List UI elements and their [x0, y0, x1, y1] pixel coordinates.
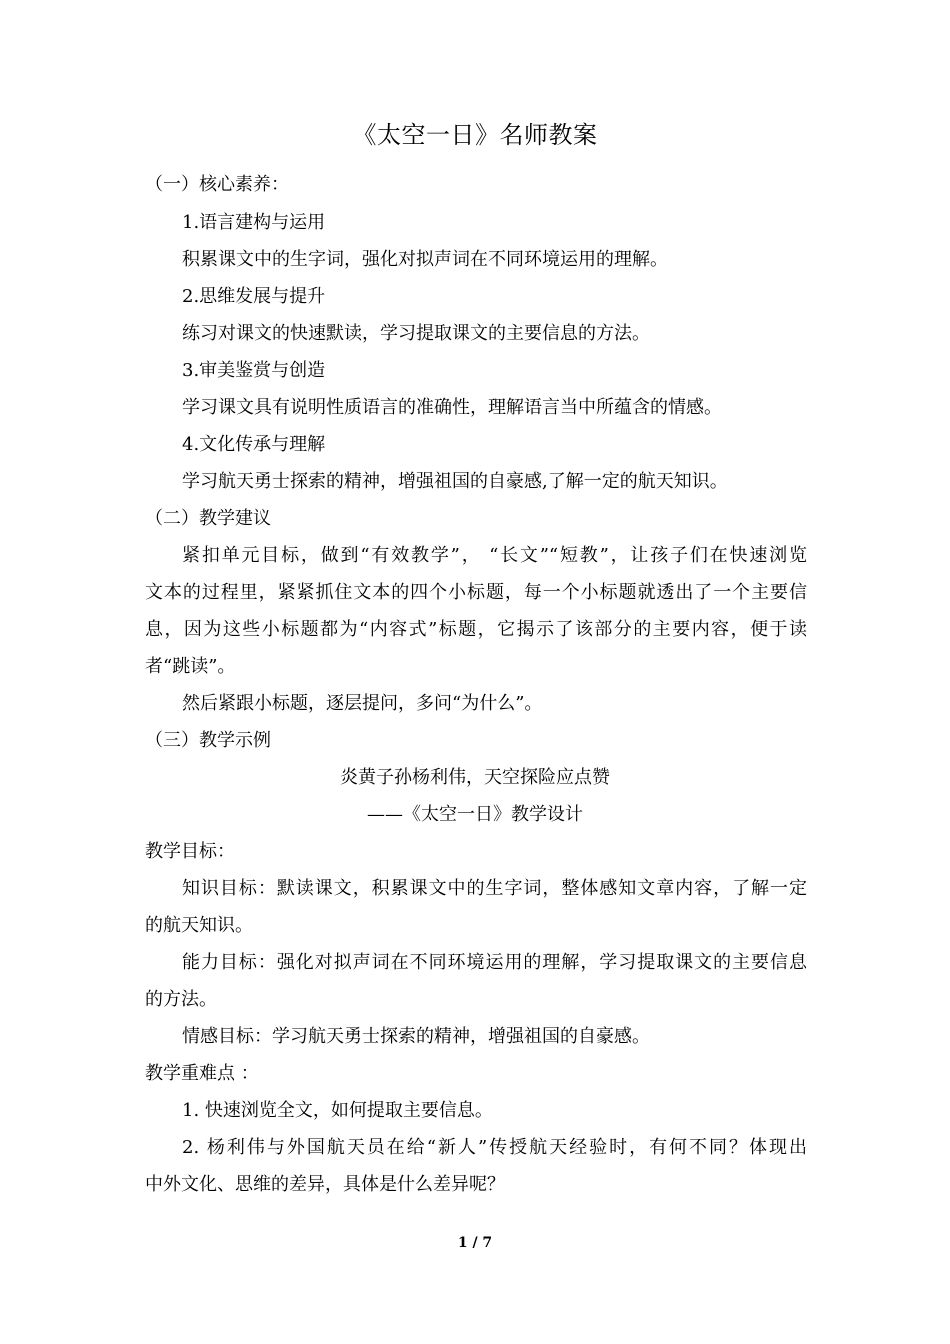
goal-ability-line: 的方法。: [145, 989, 217, 1010]
section-heading-core-literacy: （一）核心素养：: [145, 174, 289, 195]
item-heading-language: 1.语言建构与运用: [182, 212, 326, 233]
goal-knowledge-line: 的航天知识。: [145, 915, 253, 936]
keypoints-heading: 教学重难点 ：: [145, 1063, 259, 1084]
item-text-aesthetics: 学习课文具有说明性质语言的准确性，理解语言当中所蕴含的情感。: [182, 397, 722, 418]
goals-heading: 教学目标：: [145, 841, 235, 862]
item-text-language: 积累课文中的生字词，强化对拟声词在不同环境运用的理解。: [182, 249, 668, 270]
goal-emotion-line: 情感目标：学习航天勇士探索的精神，增强祖国的自豪感。: [182, 1026, 650, 1047]
item-text-thinking: 练习对课文的快速默读，学习提取课文的主要信息的方法。: [182, 323, 650, 344]
example-title: 炎黄子孙杨利伟，天空探险应点赞: [340, 767, 610, 788]
paragraph-line: 文本的过程里，紧紧抓住文本的四个小标题，每一个小标题就透出了一个主要信: [145, 582, 807, 603]
item-heading-aesthetics: 3.审美鉴赏与创造: [182, 360, 326, 381]
section-heading-teaching-example: （三）教学示例: [145, 730, 271, 751]
item-heading-thinking: 2.思维发展与提升: [182, 286, 326, 307]
goal-knowledge-line: 知识目标：默读课文，积累课文中的生字词，整体感知文章内容，了解一定: [182, 878, 807, 899]
example-subtitle: ——《太空一日》教学设计: [367, 804, 583, 825]
paragraph-line: 者“跳读”。: [145, 656, 236, 677]
keypoint-item: 中外文化、思维的差异，具体是什么差异呢？: [145, 1174, 505, 1195]
item-text-culture: 学习航天勇士探索的精神，增强祖国的自豪感,了解一定的航天知识。: [182, 471, 728, 492]
paragraph-line: 息，因为这些小标题都为“内容式”标题，它揭示了该部分的主要内容，便于读: [145, 619, 807, 640]
document-title: 《太空一日》名师教案: [352, 121, 598, 149]
item-heading-culture: 4.文化传承与理解: [182, 434, 326, 455]
section-heading-teaching-suggestions: （二）教学建议: [145, 508, 271, 529]
paragraph-line: 然后紧跟小标题，逐层提问，多问“为什么”。: [182, 693, 543, 714]
paragraph-line: 紧扣单元目标，做到“有效教学”， “长文”“短教”，让孩子们在快速浏览: [182, 545, 807, 566]
page-number: 1 / 7: [457, 1235, 493, 1251]
keypoint-item: 1. 快速浏览全文，如何提取主要信息。: [182, 1100, 493, 1121]
keypoint-item: 2. 杨利伟与外国航天员在给“新人”传授航天经验时，有何不同？体现出: [182, 1137, 807, 1158]
goal-ability-line: 能力目标：强化对拟声词在不同环境运用的理解，学习提取课文的主要信息: [182, 952, 807, 973]
